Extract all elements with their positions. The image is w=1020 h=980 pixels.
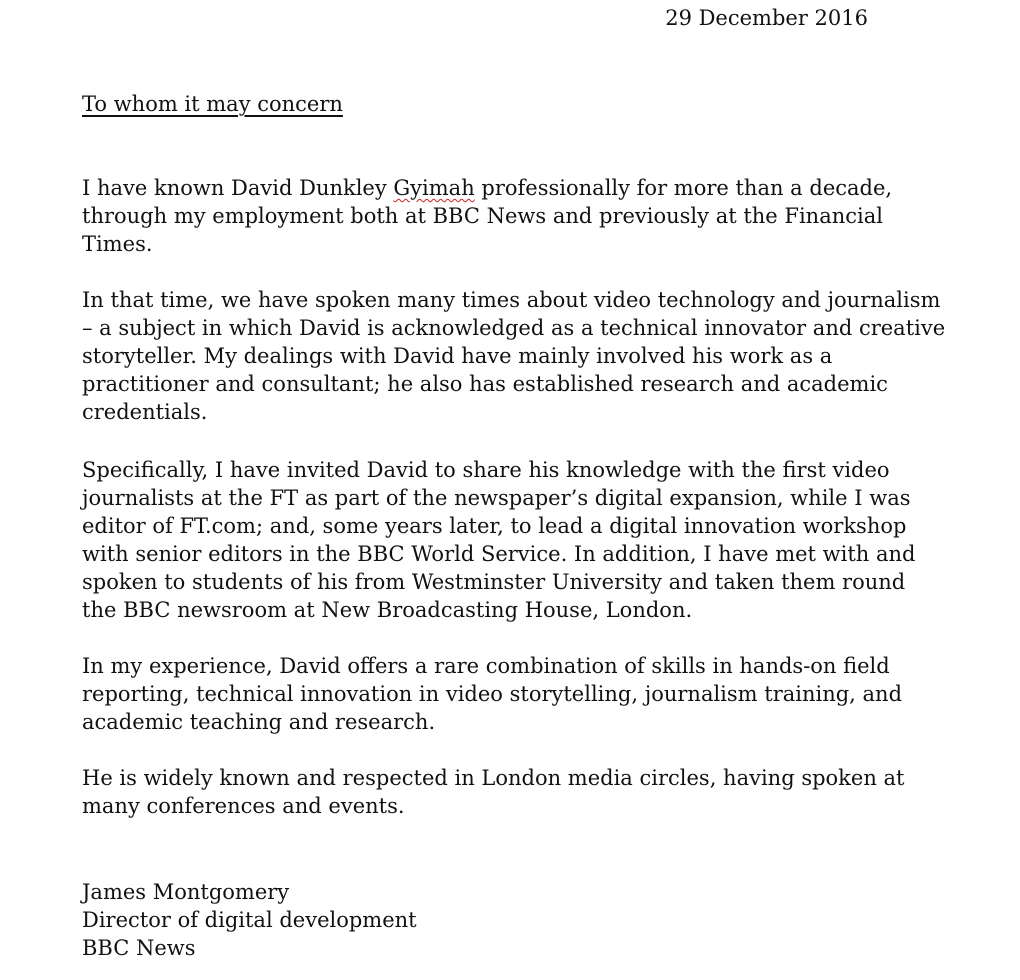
paragraph-line: through my employment both at BBC News and previously at the Financial [82,204,883,228]
paragraph-line: storyteller. My dealings with David have mainly involved his work as a [82,344,833,368]
signatory-organization: BBC News [82,936,196,960]
paragraph-specifics [82,456,915,624]
paragraph-line: In that time, we have spoken many times about video technology and journalism [82,288,941,312]
paragraph-line: academic teaching and research. [82,710,436,734]
signatory-name: James Montgomery [82,880,290,904]
paragraph-line: editor of FT.com; and, some years later, to lead a digital innovation workshop [82,514,907,538]
paragraph-line: Specifically, I have invited David to share his knowledge with the first video [82,458,890,482]
signature-block [82,878,417,962]
paragraph-line: spoken to students of his from Westminster University and taken them round [82,570,906,594]
salutation: To whom it may concern [82,92,343,116]
letter-date: 29 December 2016 [665,6,868,30]
paragraph-line: – a subject in which David is acknowledged as a technical innovator and creative [82,316,946,340]
signatory-title: Director of digital development [82,908,417,932]
paragraph-line: In my experience, David offers a rare combination of skills in hands-on field [82,654,890,678]
paragraph-line: credentials. [82,400,208,424]
text-run: professionally for more than a decade, [474,176,893,200]
paragraph-line: reporting, technical innovation in video storytelling, journalism training, and [82,682,903,706]
text-run: I have known David Dunkley [82,176,394,200]
paragraph-line: many conferences and events. [82,794,405,818]
paragraph-line [82,174,892,202]
paragraph-line: with senior editors in the BBC World Service. In addition, I have met with and [82,542,916,566]
spellcheck-flagged-word: Gyimah [393,176,475,200]
paragraph-line: He is widely known and respected in London media circles, having spoken at [82,766,905,790]
paragraph-background [82,286,945,426]
paragraph-line: Times. [82,232,153,256]
paragraph-line: practitioner and consultant; he also has established research and academic [82,372,888,396]
paragraph-introduction [82,174,892,258]
paragraph-line: the BBC newsroom at New Broadcasting House, London. [82,598,693,622]
paragraph-experience [82,652,902,736]
paragraph-line: journalists at the FT as part of the newspaper’s digital expansion, while I was [82,486,911,510]
paragraph-reputation [82,764,905,820]
